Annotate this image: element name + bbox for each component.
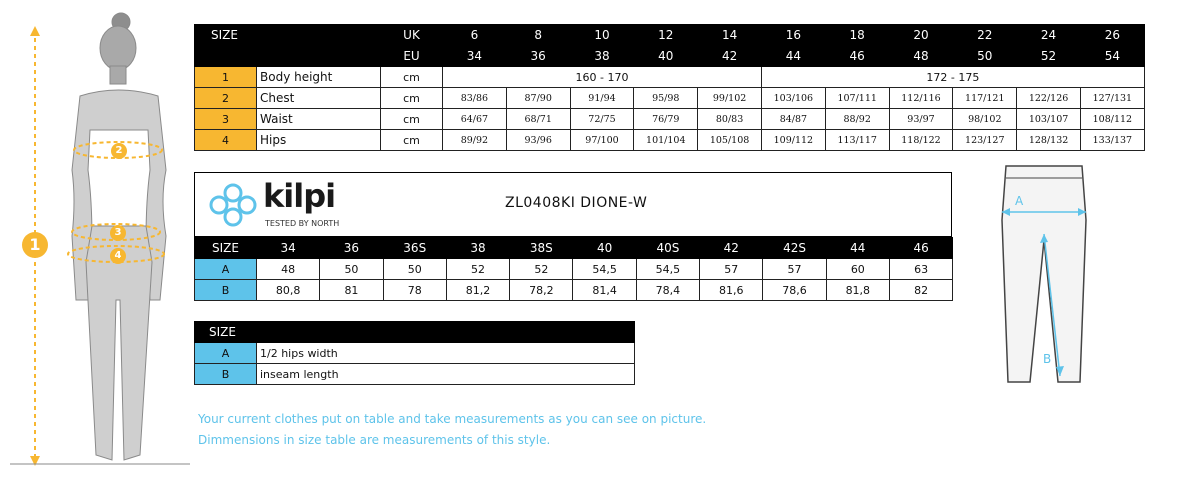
size-header-row-eu [195,46,1145,67]
measurement-legend-table [194,321,635,385]
cell: 72/75 [570,109,634,130]
pants-label-a: A [1015,194,1024,208]
cell: 113/117 [825,130,889,151]
cell: 82 [889,280,952,301]
marker-hips: 4 [110,248,126,264]
cell: 50 [320,259,383,280]
cell: 78 [383,280,446,301]
cell: 127/131 [1080,88,1144,109]
cell: 52 [446,259,509,280]
legend-row-a [195,343,635,364]
size-col: 34 [257,238,320,259]
cell: 133/137 [1080,130,1144,151]
cell: 95/98 [634,88,698,109]
note-line-2: Dimmensions in size table are measurements of this style. [198,433,551,447]
body-size-table [194,24,1145,151]
uk-size: 14 [698,25,762,46]
cell: 54,5 [636,259,699,280]
size-col: 36S [383,238,446,259]
eu-size: 46 [825,46,889,67]
cell: 108/112 [1080,109,1144,130]
cell: 78,2 [510,280,573,301]
cell: 78,4 [636,280,699,301]
brand-tagline: TESTED BY NORTH [265,219,340,228]
cell: 57 [700,259,763,280]
cell: 60 [826,259,889,280]
size-header-label: SIZE [195,238,257,259]
row-label: Body height [257,67,381,88]
row-unit: cm [381,130,443,151]
cell: 103/107 [1017,109,1081,130]
cell: 81,4 [573,280,636,301]
cell: 80,8 [257,280,320,301]
cell: 98/102 [953,109,1017,130]
cell: 54,5 [573,259,636,280]
uk-size: 26 [1080,25,1144,46]
legend-row-b [195,364,635,385]
size-col: 40S [636,238,699,259]
cell: 57 [763,259,826,280]
kilpi-logo-icon [203,179,261,231]
uk-size: 18 [825,25,889,46]
cell: 80/83 [698,109,762,130]
eu-size: 40 [634,46,698,67]
cell: 68/71 [506,109,570,130]
size-col: 42S [763,238,826,259]
cell: 63 [889,259,952,280]
pants-label-b: B [1043,352,1052,366]
cell: 91/94 [570,88,634,109]
cell: 87/90 [506,88,570,109]
cell: 81,8 [826,280,889,301]
cell: 84/87 [761,109,825,130]
legend-text: 1/2 hips width [257,343,635,364]
table-row-a [195,259,953,280]
legend-header-row [195,322,635,343]
cell: 122/126 [1017,88,1081,109]
cell: 88/92 [825,109,889,130]
cell: 123/127 [953,130,1017,151]
marker-chest: 2 [111,143,127,159]
uk-size: 12 [634,25,698,46]
marker-height: 1 [22,232,48,258]
cell: 99/102 [698,88,762,109]
size-col: 44 [826,238,889,259]
eu-size: 48 [889,46,953,67]
row-unit: cm [381,88,443,109]
table-row-waist [195,109,1145,130]
table-row-b [195,280,953,301]
eu-size: 42 [698,46,762,67]
size-col: 38 [446,238,509,259]
cell: 97/100 [570,130,634,151]
row-label: Chest [257,88,381,109]
size-header-row-uk [195,25,1145,46]
eu-size: 44 [761,46,825,67]
eu-size: 34 [443,46,507,67]
row-unit: cm [381,67,443,88]
cell: 93/97 [889,109,953,130]
garment-size-table [194,237,953,301]
note-line-1: Your current clothes put on table and take measurements as you can see on picture. [198,412,707,426]
size-col: 40 [573,238,636,259]
size-col: 46 [889,238,952,259]
eu-size: 50 [953,46,1017,67]
cell: 83/86 [443,88,507,109]
uk-size: 24 [1017,25,1081,46]
row-key: A [195,259,257,280]
uk-size: 22 [953,25,1017,46]
brand-name: kilpi [263,177,336,215]
eu-size: 52 [1017,46,1081,67]
eu-label: EU [381,46,443,67]
height-range: 160 - 170 [443,67,762,88]
cell: 117/121 [953,88,1017,109]
brand-header [194,172,952,237]
cell: 107/111 [825,88,889,109]
cell: 109/112 [761,130,825,151]
cell: 78,6 [763,280,826,301]
eu-size: 54 [1080,46,1144,67]
cell: 48 [257,259,320,280]
marker-waist: 3 [110,225,126,241]
cell: 52 [510,259,573,280]
cell: 93/96 [506,130,570,151]
row-unit: cm [381,109,443,130]
cell: 105/108 [698,130,762,151]
garment-header-row [195,238,953,259]
cell: 81,6 [700,280,763,301]
table-row-body-height [195,67,1145,88]
uk-label: UK [381,25,443,46]
cell: 81,2 [446,280,509,301]
row-number: 1 [195,67,257,88]
row-number: 2 [195,88,257,109]
cell: 76/79 [634,109,698,130]
size-col: 36 [320,238,383,259]
row-number: 3 [195,109,257,130]
cell: 81 [320,280,383,301]
cell: 128/132 [1017,130,1081,151]
uk-size: 8 [506,25,570,46]
row-label: Waist [257,109,381,130]
cell: 64/67 [443,109,507,130]
legend-key: A [195,343,257,364]
cell: 112/116 [889,88,953,109]
row-label: Hips [257,130,381,151]
row-number: 4 [195,130,257,151]
uk-size: 16 [761,25,825,46]
table-row-hips [195,130,1145,151]
cell: 101/104 [634,130,698,151]
cell: 50 [383,259,446,280]
size-col: 42 [700,238,763,259]
legend-key: B [195,364,257,385]
cell: 89/92 [443,130,507,151]
height-range: 172 - 175 [761,67,1144,88]
product-code: ZL0408KI DIONE-W [505,195,648,211]
legend-header: SIZE [195,322,635,343]
size-header-label: SIZE [195,25,381,46]
legend-text: inseam length [257,364,635,385]
eu-size: 36 [506,46,570,67]
uk-size: 6 [443,25,507,46]
uk-size: 20 [889,25,953,46]
size-col: 38S [510,238,573,259]
table-row-chest [195,88,1145,109]
row-key: B [195,280,257,301]
eu-size: 38 [570,46,634,67]
cell: 103/106 [761,88,825,109]
cell: 118/122 [889,130,953,151]
uk-size: 10 [570,25,634,46]
